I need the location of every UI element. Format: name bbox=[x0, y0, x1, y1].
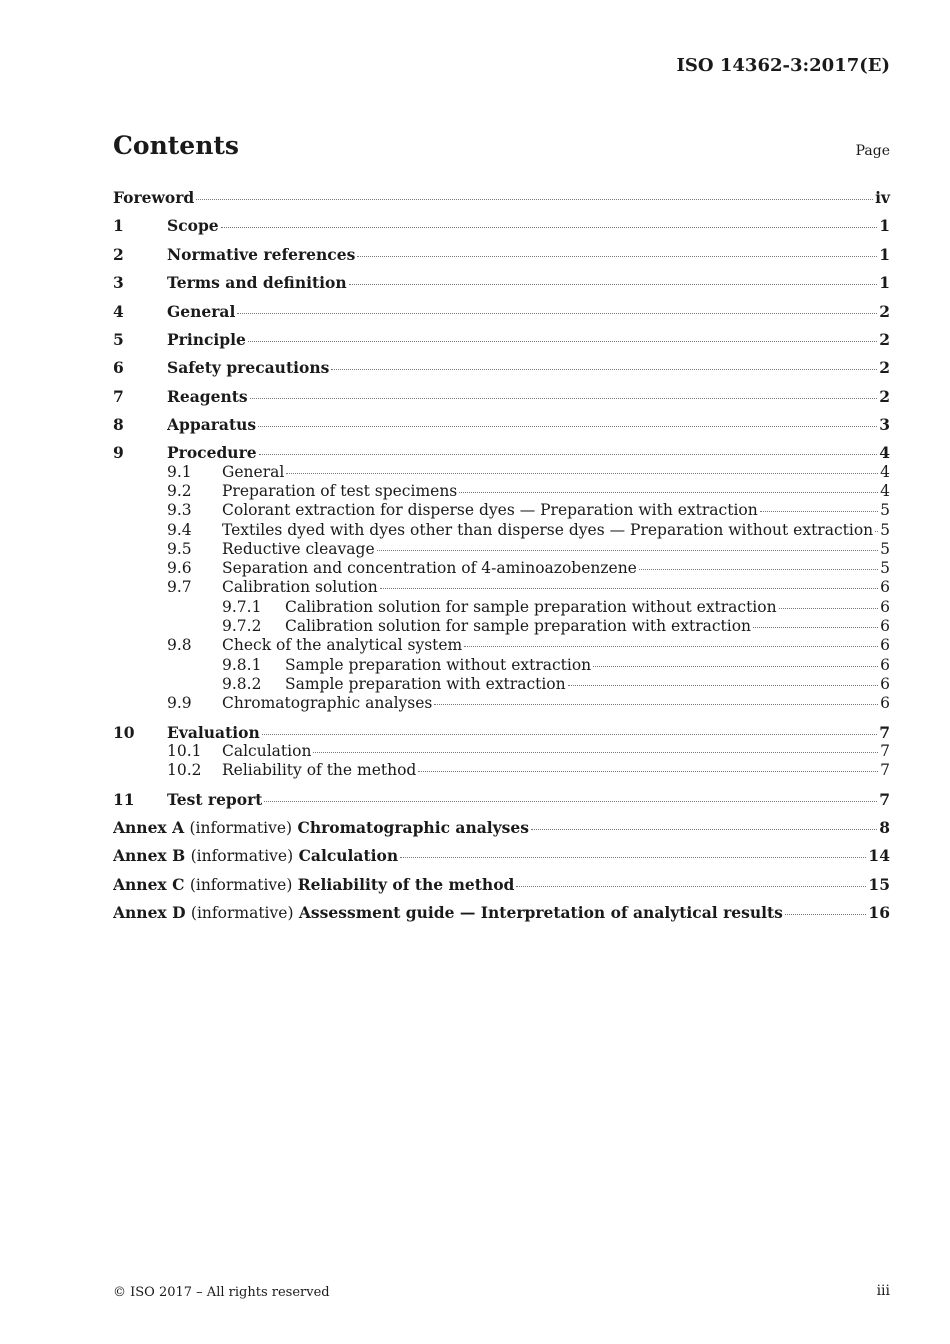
toc-entry-number: 10 bbox=[113, 723, 135, 742]
toc-entry[interactable] bbox=[113, 636, 890, 654]
toc-entry-title: Preparation of test specimens bbox=[222, 482, 458, 500]
toc-entry-number: 8 bbox=[113, 415, 124, 434]
toc-entry-title: Textiles dyed with dyes other than disperse dyes — Preparation without extraction bbox=[222, 521, 874, 539]
toc-entry-title: Reliability of the method bbox=[222, 761, 417, 779]
toc-entry-title: Procedure bbox=[167, 443, 257, 462]
toc-entry-page: 1 bbox=[879, 273, 890, 292]
toc-entry-page: 1 bbox=[879, 245, 890, 264]
document-id: ISO 14362-3:2017(E) bbox=[676, 55, 890, 76]
toc-entry-title: Calibration solution for sample preparation with extraction bbox=[285, 617, 752, 635]
dot-leader bbox=[237, 313, 877, 314]
toc-entry-page: 6 bbox=[880, 656, 890, 674]
toc-entry-page: 2 bbox=[879, 330, 890, 349]
dot-leader bbox=[313, 752, 878, 753]
toc-entry-number: 7 bbox=[113, 387, 124, 406]
dot-leader bbox=[459, 492, 878, 493]
toc-entry-title: Sample preparation with extraction bbox=[285, 675, 566, 693]
toc-entry-title: Terms and definition bbox=[167, 273, 347, 292]
annex-label: Annex B bbox=[113, 846, 186, 865]
dot-leader bbox=[593, 666, 878, 667]
toc-entry-number: 9.9 bbox=[167, 694, 192, 712]
toc-entry-number: 6 bbox=[113, 358, 124, 377]
toc-entry-page: 5 bbox=[880, 559, 890, 577]
toc-entry[interactable] bbox=[113, 501, 890, 519]
dot-leader bbox=[331, 369, 877, 370]
toc-entry-page: 6 bbox=[880, 675, 890, 693]
toc-entry[interactable] bbox=[113, 302, 890, 321]
toc-entry-title: Apparatus bbox=[167, 415, 257, 434]
toc-entry-page: 2 bbox=[879, 358, 890, 377]
toc-entry-title: Normative references bbox=[167, 245, 356, 264]
toc-entry-page: 14 bbox=[868, 846, 890, 865]
toc-entry-number: 9.7.2 bbox=[222, 617, 262, 635]
dot-leader bbox=[377, 550, 879, 551]
annex-title: Assessment guide — Interpretation of analytical results bbox=[298, 903, 783, 922]
toc-entry-number: 1 bbox=[113, 216, 124, 235]
toc-entry[interactable] bbox=[113, 443, 890, 462]
dot-leader bbox=[262, 734, 877, 735]
toc-entry-title: Safety precautions bbox=[167, 358, 330, 377]
dot-leader bbox=[264, 801, 877, 802]
annex-label: Annex C bbox=[113, 875, 185, 894]
toc-entry-number: 9.4 bbox=[167, 521, 192, 539]
toc-entry[interactable] bbox=[113, 245, 890, 264]
toc-entry[interactable] bbox=[113, 761, 890, 779]
toc-entry-title: Reductive cleavage bbox=[222, 540, 375, 558]
toc-entry-page: 3 bbox=[879, 415, 890, 434]
toc-entry-number: 9.3 bbox=[167, 501, 192, 519]
annex-title: Calculation bbox=[298, 846, 399, 865]
toc-entry-number: 9 bbox=[113, 443, 124, 462]
annex-title: Chromatographic analyses bbox=[297, 818, 529, 837]
dot-leader bbox=[531, 829, 877, 830]
dot-leader bbox=[380, 588, 878, 589]
toc-entry-number: 3 bbox=[113, 273, 124, 292]
toc-entry-page: 1 bbox=[879, 216, 890, 235]
dot-leader bbox=[286, 473, 878, 474]
dot-leader bbox=[785, 914, 867, 915]
toc-entry-title: General bbox=[222, 463, 285, 481]
toc-entry-title bbox=[113, 846, 398, 865]
toc-entry-title: Chromatographic analyses bbox=[222, 694, 433, 712]
dot-leader bbox=[248, 341, 877, 342]
toc-entry-number: 2 bbox=[113, 245, 124, 264]
dot-leader bbox=[516, 886, 866, 887]
toc-entry-number: 9.1 bbox=[167, 463, 192, 481]
toc-entry-page: 5 bbox=[880, 540, 890, 558]
annex-title: Reliability of the method bbox=[297, 875, 515, 894]
toc-entry[interactable] bbox=[113, 790, 890, 809]
toc-entry-title: Scope bbox=[167, 216, 219, 235]
dot-leader bbox=[434, 704, 878, 705]
toc-entry-title: Sample preparation without extraction bbox=[285, 656, 592, 674]
toc-entry-page: 15 bbox=[868, 875, 890, 894]
toc-entry-title: General bbox=[167, 302, 236, 321]
toc-entry[interactable] bbox=[113, 875, 890, 894]
toc-entry[interactable] bbox=[113, 818, 890, 837]
toc-entry[interactable] bbox=[113, 742, 890, 760]
toc-entry-page: 6 bbox=[880, 694, 890, 712]
toc-entry-number: 9.8.2 bbox=[222, 675, 262, 693]
toc-entry-page: 2 bbox=[879, 387, 890, 406]
toc-entry-title bbox=[113, 875, 514, 894]
annex-qualifier: (informative) bbox=[189, 819, 293, 837]
toc-entry-number: 9.6 bbox=[167, 559, 192, 577]
toc-entry[interactable] bbox=[113, 540, 890, 558]
annex-qualifier: (informative) bbox=[189, 876, 293, 894]
toc-entry[interactable] bbox=[113, 694, 890, 712]
toc-entry[interactable] bbox=[113, 216, 890, 235]
dot-leader bbox=[259, 454, 878, 455]
dot-leader bbox=[221, 227, 878, 228]
toc-entry-title: Test report bbox=[167, 790, 263, 809]
annex-qualifier: (informative) bbox=[190, 904, 294, 922]
toc-entry[interactable] bbox=[113, 617, 890, 635]
dot-leader bbox=[568, 685, 879, 686]
annex-qualifier: (informative) bbox=[190, 847, 294, 865]
copyright-notice: © ISO 2017 – All rights reserved bbox=[113, 1285, 330, 1300]
toc-entry-page: 6 bbox=[880, 598, 890, 616]
toc-entry-number: 10.2 bbox=[167, 761, 202, 779]
toc-entry-title: Evaluation bbox=[167, 723, 260, 742]
page-title: Contents bbox=[113, 131, 240, 160]
toc-entry[interactable] bbox=[113, 415, 890, 434]
toc-entry-title: Reagents bbox=[167, 387, 248, 406]
toc-entry-number: 9.8.1 bbox=[222, 656, 262, 674]
toc-entry[interactable] bbox=[113, 482, 890, 500]
toc-entry[interactable] bbox=[113, 521, 890, 539]
toc-entry-number: 11 bbox=[113, 790, 135, 809]
toc-entry[interactable] bbox=[113, 598, 890, 616]
toc-entry-title: Principle bbox=[167, 330, 246, 349]
toc-entry-title: Calibration solution for sample preparation without extraction bbox=[285, 598, 777, 616]
toc-entry[interactable] bbox=[113, 188, 890, 207]
toc-entry-page: 4 bbox=[880, 463, 890, 481]
page-column-label: Page bbox=[855, 143, 890, 159]
toc-entry-title: Colorant extraction for disperse dyes — Preparation with extraction bbox=[222, 501, 758, 519]
toc-entry-page: 7 bbox=[879, 790, 890, 809]
dot-leader bbox=[753, 627, 878, 628]
dot-leader bbox=[464, 646, 878, 647]
toc-entry-number: 9.2 bbox=[167, 482, 192, 500]
dot-leader bbox=[357, 256, 877, 257]
dot-leader bbox=[875, 531, 878, 532]
toc-entry-title: Calculation bbox=[222, 742, 312, 760]
toc-entry-page: 4 bbox=[880, 482, 890, 500]
toc-entry-title bbox=[113, 818, 529, 837]
toc-entry[interactable] bbox=[113, 723, 890, 742]
page-number: iii bbox=[876, 1283, 890, 1299]
toc-entry-number: 10.1 bbox=[167, 742, 202, 760]
dot-leader bbox=[258, 426, 877, 427]
dot-leader bbox=[349, 284, 878, 285]
toc-entry-page: 2 bbox=[879, 302, 890, 321]
toc-entry[interactable] bbox=[113, 559, 890, 577]
toc-entry-title: Foreword bbox=[113, 188, 195, 207]
toc-entry[interactable] bbox=[113, 387, 890, 406]
annex-label: Annex D bbox=[113, 903, 186, 922]
dot-leader bbox=[779, 608, 879, 609]
toc-entry-title: Calibration solution bbox=[222, 578, 378, 596]
toc-entry-page: 7 bbox=[880, 761, 890, 779]
toc-entry-page: 6 bbox=[880, 578, 890, 596]
dot-leader bbox=[760, 511, 878, 512]
dot-leader bbox=[250, 398, 878, 399]
annex-label: Annex A bbox=[113, 818, 185, 837]
toc-entry-page: 5 bbox=[880, 501, 890, 519]
toc-entry[interactable] bbox=[113, 330, 890, 349]
toc-entry[interactable] bbox=[113, 903, 890, 922]
toc-entry-number: 9.8 bbox=[167, 636, 192, 654]
dot-leader bbox=[418, 771, 878, 772]
toc-entry[interactable] bbox=[113, 463, 890, 481]
toc-entry-number: 9.7 bbox=[167, 578, 192, 596]
dot-leader bbox=[196, 199, 873, 200]
toc-entry-page: 16 bbox=[868, 903, 890, 922]
dot-leader bbox=[400, 857, 866, 858]
toc-entry-number: 4 bbox=[113, 302, 124, 321]
toc-entry[interactable] bbox=[113, 675, 890, 693]
toc-entry-page: iv bbox=[875, 188, 890, 207]
toc-entry[interactable] bbox=[113, 273, 890, 292]
toc-entry-page: 7 bbox=[880, 742, 890, 760]
toc-entry-number: 9.7.1 bbox=[222, 598, 262, 616]
toc-entry-page: 7 bbox=[879, 723, 890, 742]
toc-entry-title: Check of the analytical system bbox=[222, 636, 463, 654]
toc-entry-page: 6 bbox=[880, 617, 890, 635]
toc-entry-number: 5 bbox=[113, 330, 124, 349]
toc-entry-page: 4 bbox=[879, 443, 890, 462]
toc-entry-title bbox=[113, 903, 783, 922]
toc-entry-page: 8 bbox=[879, 818, 890, 837]
toc-entry[interactable] bbox=[113, 846, 890, 865]
toc-entry[interactable] bbox=[113, 656, 890, 674]
toc-entry-page: 5 bbox=[880, 521, 890, 539]
toc-entry-title: Separation and concentration of 4-aminoazobenzene bbox=[222, 559, 637, 577]
toc-entry[interactable] bbox=[113, 358, 890, 377]
dot-leader bbox=[639, 569, 878, 570]
toc-entry-page: 6 bbox=[880, 636, 890, 654]
toc-entry-number: 9.5 bbox=[167, 540, 192, 558]
toc-entry[interactable] bbox=[113, 578, 890, 596]
